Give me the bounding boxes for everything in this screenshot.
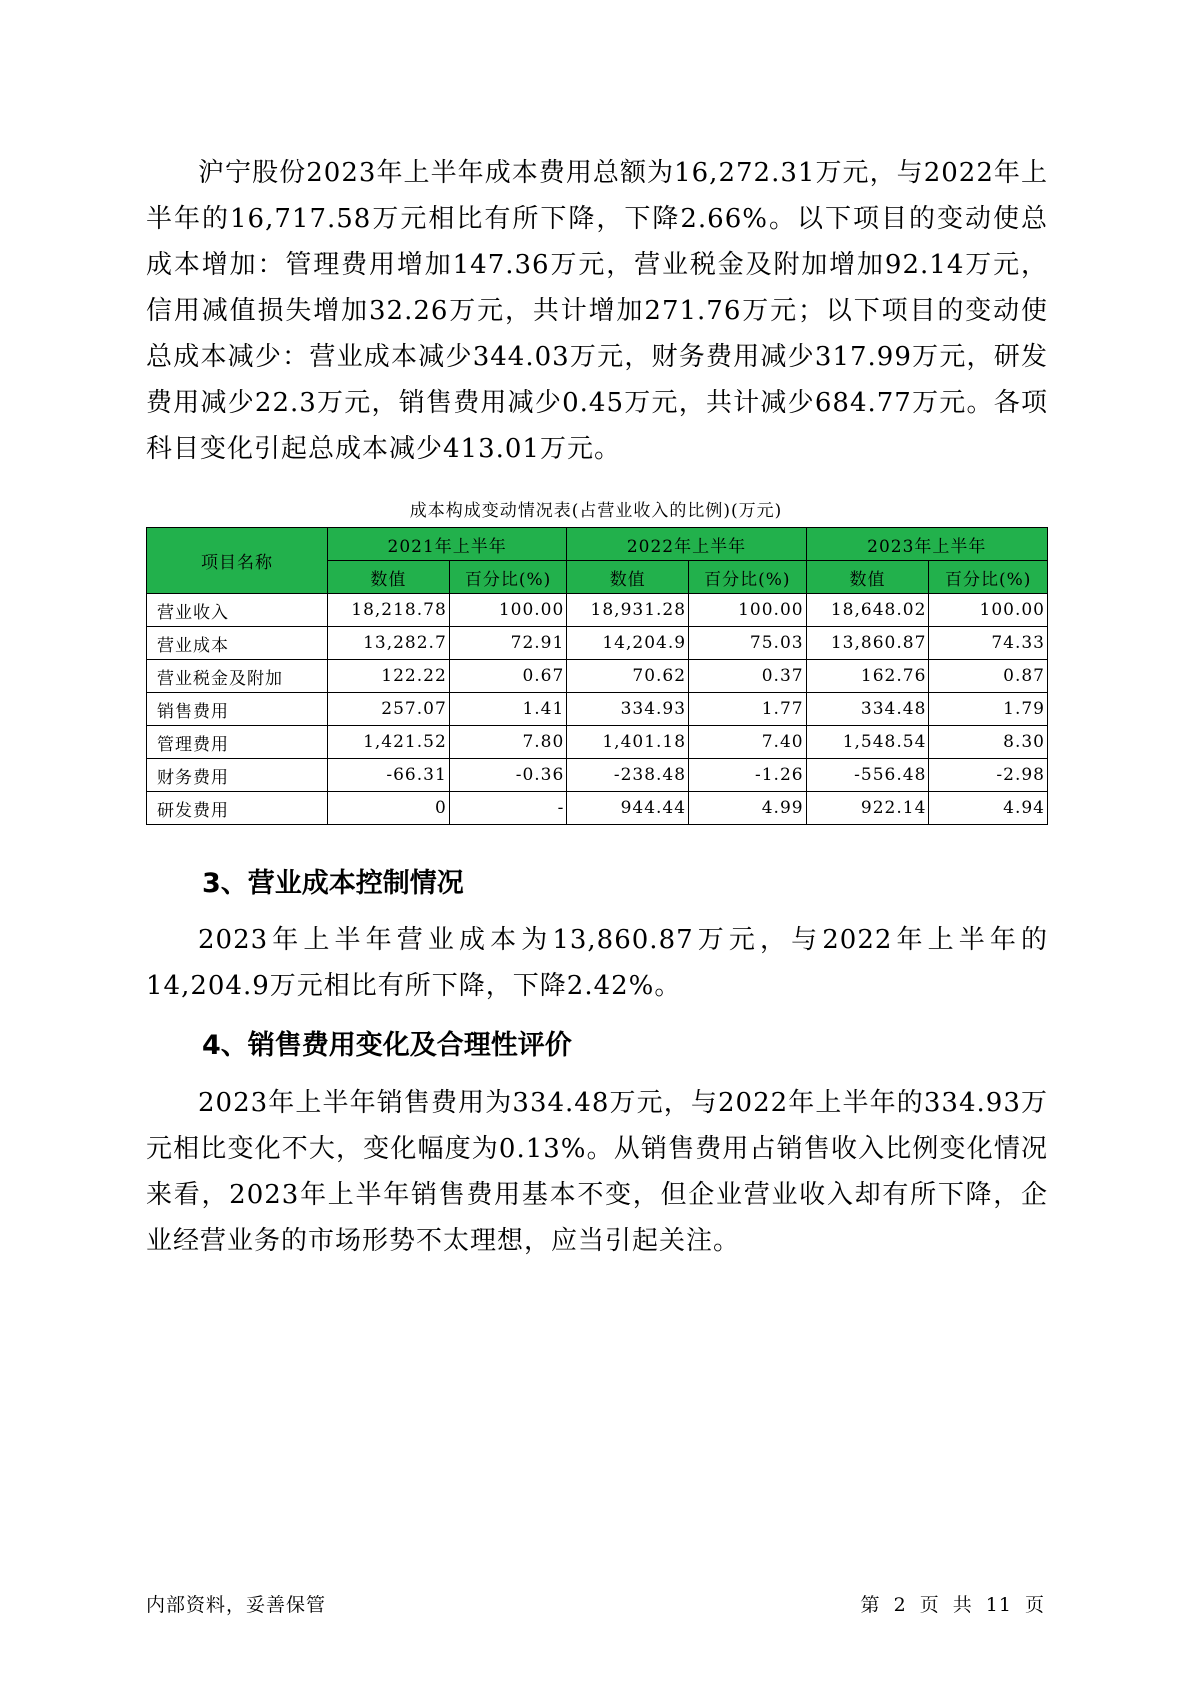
table-header-row [147, 528, 1048, 561]
value-header: 数值 [567, 561, 689, 594]
table-row [147, 693, 1048, 726]
value-cell: 334.48 [806, 693, 929, 726]
sales-expense-paragraph: 2023年上半年销售费用为334.48万元，与2022年上半年的334.93万元相比变化不大，变化幅度为0.13%。从销售费用占销售收入比例变化情况来看，2023年上半年销售费用基本不变，但企业营业收入却有所下降，企业经营业务的市场形势不太理想，应当引起关注。 [146, 1088, 1048, 1256]
value-cell: 162.76 [806, 660, 929, 693]
table-row [147, 726, 1048, 759]
table-row [147, 660, 1048, 693]
value-cell: 1,421.52 [328, 726, 450, 759]
value-header: 数值 [806, 561, 929, 594]
percent-cell: 1.41 [449, 693, 567, 726]
table-row [147, 759, 1048, 792]
percent-cell: 74.33 [929, 627, 1048, 660]
period-header: 2022年上半年 [567, 528, 806, 561]
section-heading-sales-expense: 4、销售费用变化及合理性评价 [202, 1030, 572, 1061]
value-cell: 1,401.18 [567, 726, 689, 759]
value-cell: 13,282.7 [328, 627, 450, 660]
row-label: 营业成本 [147, 627, 328, 660]
percent-cell: 100.00 [929, 594, 1048, 627]
value-cell: 70.62 [567, 660, 689, 693]
percent-cell: -1.26 [689, 759, 807, 792]
percent-cell: 72.91 [449, 627, 567, 660]
percent-cell: 1.77 [689, 693, 807, 726]
value-cell: 1,548.54 [806, 726, 929, 759]
percent-cell: - [449, 792, 567, 825]
footer-page-number: 第 2 页 共 11 页 [860, 1594, 1045, 1616]
section-heading-cost-control: 3、营业成本控制情况 [202, 868, 464, 899]
percent-cell: 0.37 [689, 660, 807, 693]
value-cell: 944.44 [567, 792, 689, 825]
value-cell: 0 [328, 792, 450, 825]
value-cell: -238.48 [567, 759, 689, 792]
percent-cell: -2.98 [929, 759, 1048, 792]
table-row [147, 627, 1048, 660]
value-cell: -66.31 [328, 759, 450, 792]
percent-header: 百分比(%) [689, 561, 807, 594]
percent-cell: 4.99 [689, 792, 807, 825]
percent-cell: -0.36 [449, 759, 567, 792]
row-label: 财务费用 [147, 759, 328, 792]
percent-cell: 1.79 [929, 693, 1048, 726]
cost-control-paragraph: 2023年上半年营业成本为13,860.87万元，与2022年上半年的14,204.9万元相比有所下降，下降2.42%。 [146, 925, 1048, 1001]
row-label: 营业税金及附加 [147, 660, 328, 693]
percent-cell: 0.87 [929, 660, 1048, 693]
percent-cell: 7.40 [689, 726, 807, 759]
summary-paragraph: 沪宁股份2023年上半年成本费用总额为16,272.31万元，与2022年上半年的16,717.58万元相比有所下降，下降2.66%。以下项目的变动使总成本增加：管理费用增加147.36万元，营业税金及附加增加92.14万元，信用减值损失增加32.26万元，共计增加271.76万元；以下项目的变动使总成本减少：营业成本减少344.03万元，财务费用减少317.99万元，研发费用减少22.3万元，销售费用减少0.45万元，共计减少684.77万元。各项科目变化引起总成本减少413.01万元。 [146, 158, 1048, 464]
value-cell: 334.93 [567, 693, 689, 726]
table-row [147, 792, 1048, 825]
value-cell: -556.48 [806, 759, 929, 792]
period-header: 2021年上半年 [328, 528, 567, 561]
period-header: 2023年上半年 [806, 528, 1047, 561]
item-name-header: 项目名称 [147, 528, 328, 594]
value-cell: 18,648.02 [806, 594, 929, 627]
footer-confidential-note: 内部资料，妥善保管 [146, 1594, 327, 1616]
value-cell: 257.07 [328, 693, 450, 726]
percent-header: 百分比(%) [929, 561, 1048, 594]
percent-header: 百分比(%) [449, 561, 567, 594]
table-caption: 成本构成变动情况表(占营业收入的比例)(万元) [409, 501, 783, 521]
cost-structure-table [146, 527, 1048, 825]
value-cell: 122.22 [328, 660, 450, 693]
value-cell: 18,218.78 [328, 594, 450, 627]
value-cell: 922.14 [806, 792, 929, 825]
percent-cell: 75.03 [689, 627, 807, 660]
percent-cell: 0.67 [449, 660, 567, 693]
percent-cell: 4.94 [929, 792, 1048, 825]
value-cell: 14,204.9 [567, 627, 689, 660]
value-header: 数值 [328, 561, 450, 594]
percent-cell: 100.00 [689, 594, 807, 627]
row-label: 研发费用 [147, 792, 328, 825]
percent-cell: 7.80 [449, 726, 567, 759]
percent-cell: 100.00 [449, 594, 567, 627]
row-label: 销售费用 [147, 693, 328, 726]
row-label: 管理费用 [147, 726, 328, 759]
percent-cell: 8.30 [929, 726, 1048, 759]
table-row [147, 594, 1048, 627]
value-cell: 13,860.87 [806, 627, 929, 660]
value-cell: 18,931.28 [567, 594, 689, 627]
row-label: 营业收入 [147, 594, 328, 627]
